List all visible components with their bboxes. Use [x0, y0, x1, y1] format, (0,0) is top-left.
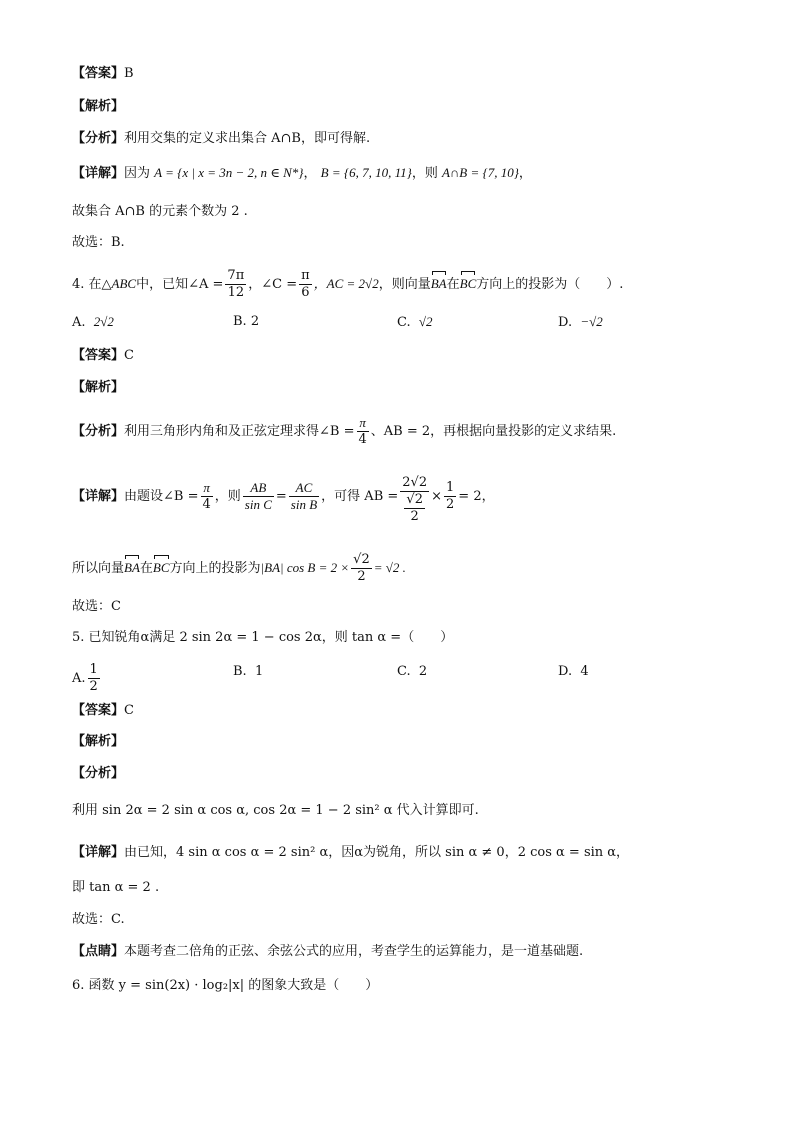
q3-set-a: A = {x | x = 3n − 2, n ∈ N*}	[154, 165, 304, 180]
q4-option-a-label: A.	[72, 315, 86, 330]
detail-tag: 【详解】	[72, 489, 125, 504]
q4-frac-c-num: π	[301, 268, 310, 283]
q5-option-a-den: 2	[89, 679, 98, 694]
fenxi-tag: 【分析】	[72, 131, 125, 146]
q4-compound-frac	[400, 475, 429, 525]
q3-fenxi-text: 利用交集的定义求出集合 A∩B，即可得解.	[124, 131, 371, 146]
q4-fenxi-line	[72, 415, 616, 448]
q4-vector-ba: BA	[431, 274, 447, 294]
q4-proj-frac-den: 2	[357, 569, 366, 584]
q4-sine-frac-1-den: sin C	[244, 497, 272, 512]
q5-comment-line	[72, 942, 583, 962]
q5-option-a	[72, 662, 102, 695]
q4-inner-frac-num: √2	[406, 492, 423, 507]
q4-half-frac-den: 2	[446, 497, 455, 512]
q5-option-c-value: 2	[418, 664, 428, 679]
q4-detail-pre: 由题设∠B =	[124, 489, 199, 504]
q3-detail-line: 【详解】因为 A = {x | x = 3n − 2, n ∈ N*}， B = {6, 7, 10, 11}，则 A∩B = {7, 10}，	[72, 165, 532, 181]
q5-analysis-tag: 【解析】	[72, 734, 125, 749]
detail-tag: 【详解】	[72, 166, 125, 181]
q4-option-d-value: −√2	[580, 314, 603, 329]
q4-half-frac-num: 1	[446, 480, 455, 495]
q4-triangle: △ABC	[101, 276, 137, 291]
q5-option-d-label: D.	[558, 664, 573, 679]
q4-detail-mid: ，则	[214, 489, 241, 504]
q4-proj-vector-bc: BC	[153, 558, 170, 578]
q5-option-a-frac	[88, 662, 100, 695]
q5-option-c-label: C.	[397, 664, 411, 679]
q4-option-c-value: √2	[418, 314, 433, 329]
q4-proj-expr: |BA| cos B = 2 ×	[260, 560, 350, 575]
q4-times-sign: ×	[431, 489, 443, 504]
q4-fenxi-frac-den: 4	[358, 432, 367, 447]
q3-answer-line	[72, 64, 134, 84]
q4-stem-vec-pre: ，则向量	[378, 277, 431, 292]
q4-sine-frac-1	[243, 480, 274, 513]
q4-proj-end: = √2 .	[373, 560, 406, 575]
q5-option-b-value: 1	[254, 664, 264, 679]
q5-option-d	[558, 662, 589, 682]
q5-choice-line: 故选：C.	[72, 912, 125, 927]
q4-option-d	[558, 312, 603, 333]
q3-detail-mid: ，则	[411, 166, 438, 181]
q4-detail-frac-b	[201, 480, 213, 513]
q5-option-a-label: A.	[72, 671, 86, 686]
q3-detail-pre: 因为	[124, 166, 151, 181]
q5-comment-text: 本题考查二倍角的正弦、余弦公式的应用，考查学生的运算能力，是一道基础题.	[124, 944, 584, 959]
q4-sine-frac-2-den: sin B	[290, 497, 318, 512]
q4-fenxi-frac-num: π	[357, 415, 369, 432]
q4-option-b-label: B.	[233, 314, 247, 329]
q4-proj-vector-ba: BA	[124, 558, 140, 578]
q4-stem-on: 在	[446, 277, 460, 292]
q4-option-a	[72, 312, 114, 333]
q4-option-c	[397, 312, 433, 333]
q4-stem-ac: ，AC = 2√2	[313, 276, 379, 291]
q4-projection-line	[72, 552, 406, 585]
q5-fenxi-tag: 【分析】	[72, 766, 125, 781]
q4-frac-a-num: 7π	[227, 268, 245, 283]
answer-tag: 【答案】	[72, 703, 125, 718]
q4-detail-frac-b-num: π	[201, 480, 213, 497]
q5-option-a-num: 1	[89, 662, 98, 677]
q4-sine-frac-2-num: AC	[289, 480, 319, 497]
q4-sine-frac-2	[289, 480, 319, 513]
q4-stem-end: 方向上的投影为（ ）.	[476, 277, 624, 292]
q4-option-d-label: D.	[558, 315, 573, 330]
q4-sine-frac-1-num: AB	[243, 480, 274, 497]
q5-detail-text: 由已知，4 sin α cos α = 2 sin² α，因α为锐角，所以 sin α ≠ 0，2 cos α = sin α，	[124, 845, 630, 860]
q4-stem	[72, 268, 623, 301]
q5-stem: 5. 已知锐角α满足 2 sin 2α = 1 − cos 2α，则 tan α =（ ）	[72, 630, 454, 645]
q4-detail-mid2: ，可得 AB =	[321, 489, 399, 504]
q4-proj-mid: 在	[139, 561, 153, 576]
q4-detail-frac-b-den: 4	[202, 497, 211, 512]
q4-option-b	[233, 312, 259, 332]
q4-vector-bc: BC	[460, 274, 477, 294]
answer-tag: 【答案】	[72, 66, 125, 81]
comment-tag: 【点睛】	[72, 944, 125, 959]
q4-compound-frac-den	[400, 492, 429, 525]
q5-option-d-value: 4	[580, 664, 589, 679]
q4-frac-c	[299, 268, 312, 301]
q4-detail-end: = 2，	[458, 489, 495, 504]
q4-option-c-label: C.	[397, 315, 411, 330]
q3-intersection: A∩B = {7, 10}	[441, 165, 519, 180]
q4-proj-mid2: 方向上的投影为	[169, 561, 261, 576]
fenxi-tag: 【分析】	[72, 424, 125, 439]
q4-answer-line	[72, 346, 134, 366]
q5-fenxi-body: 利用 sin 2α = 2 sin α cos α, cos 2α = 1 − 2 sin² α 代入计算即可.	[72, 803, 479, 818]
q4-inner-frac-den: 2	[410, 509, 419, 524]
answer-tag: 【答案】	[72, 348, 125, 363]
q4-proj-frac	[351, 552, 372, 585]
q5-option-c	[397, 662, 427, 682]
q5-result-line: 即 tan α = 2 .	[72, 880, 160, 895]
q3-analysis-tag: 【解析】	[72, 99, 125, 114]
q4-frac-a-den: 12	[227, 285, 245, 300]
q3-fenxi-line	[72, 129, 370, 149]
q4-frac-c-den: 6	[301, 285, 310, 300]
q5-option-b	[233, 662, 263, 682]
q4-answer-value: C	[124, 348, 134, 363]
q4-option-b-value: 2	[250, 314, 260, 329]
q4-compound-frac-num: 2√2	[402, 475, 428, 490]
q4-fenxi-pre: 利用三角形内角和及正弦定理求得∠B =	[124, 424, 355, 439]
q4-analysis-tag: 【解析】	[72, 380, 125, 395]
q5-option-b-label: B.	[233, 664, 247, 679]
q5-detail-line	[72, 843, 629, 863]
q4-stem-prefix: 4. 在	[72, 277, 102, 292]
q4-frac-a	[225, 268, 246, 301]
q4-option-a-value: 2√2	[93, 314, 114, 329]
q4-half-frac	[444, 480, 456, 513]
q4-inner-frac	[404, 492, 425, 525]
q4-fenxi-post: 、AB = 2，再根据向量投影的定义求结果.	[370, 424, 617, 439]
detail-tag: 【详解】	[72, 845, 125, 860]
q5-answer-line	[72, 701, 134, 721]
q4-stem-angle-a: 中，已知∠A =	[136, 277, 224, 292]
q4-stem-angle-c: ，∠C =	[248, 277, 298, 292]
q3-choice-line: 故选：B.	[72, 235, 125, 250]
q5-answer-value: C	[124, 703, 134, 718]
q4-choice-line: 故选：C	[72, 599, 121, 614]
q6-stem: 6. 函数 y = sin(2x) · log₂|x| 的图象大致是（ ）	[72, 978, 379, 993]
q4-detail-line: 【详解】由题设∠B = $\frac{\pi}{4}$ ，则 $\frac{AB}{\text{sin C}}$ = $\frac{AC}{\text{sin B}}$ ，可得 AB = $\frac{2√2}{\frac{√2}{2}}$ × $\frac{1}{2}$ = 2，	[72, 475, 495, 524]
q3-set-b: B = {6, 7, 10, 11}	[320, 165, 412, 180]
q4-proj-frac-num: √2	[353, 552, 370, 567]
q4-fenxi-frac	[357, 415, 369, 448]
q4-proj-pre: 所以向量	[72, 561, 125, 576]
q3-answer-value: B	[124, 66, 134, 81]
q3-count-line: 故集合 A∩B 的元素个数为 2 .	[72, 204, 248, 219]
